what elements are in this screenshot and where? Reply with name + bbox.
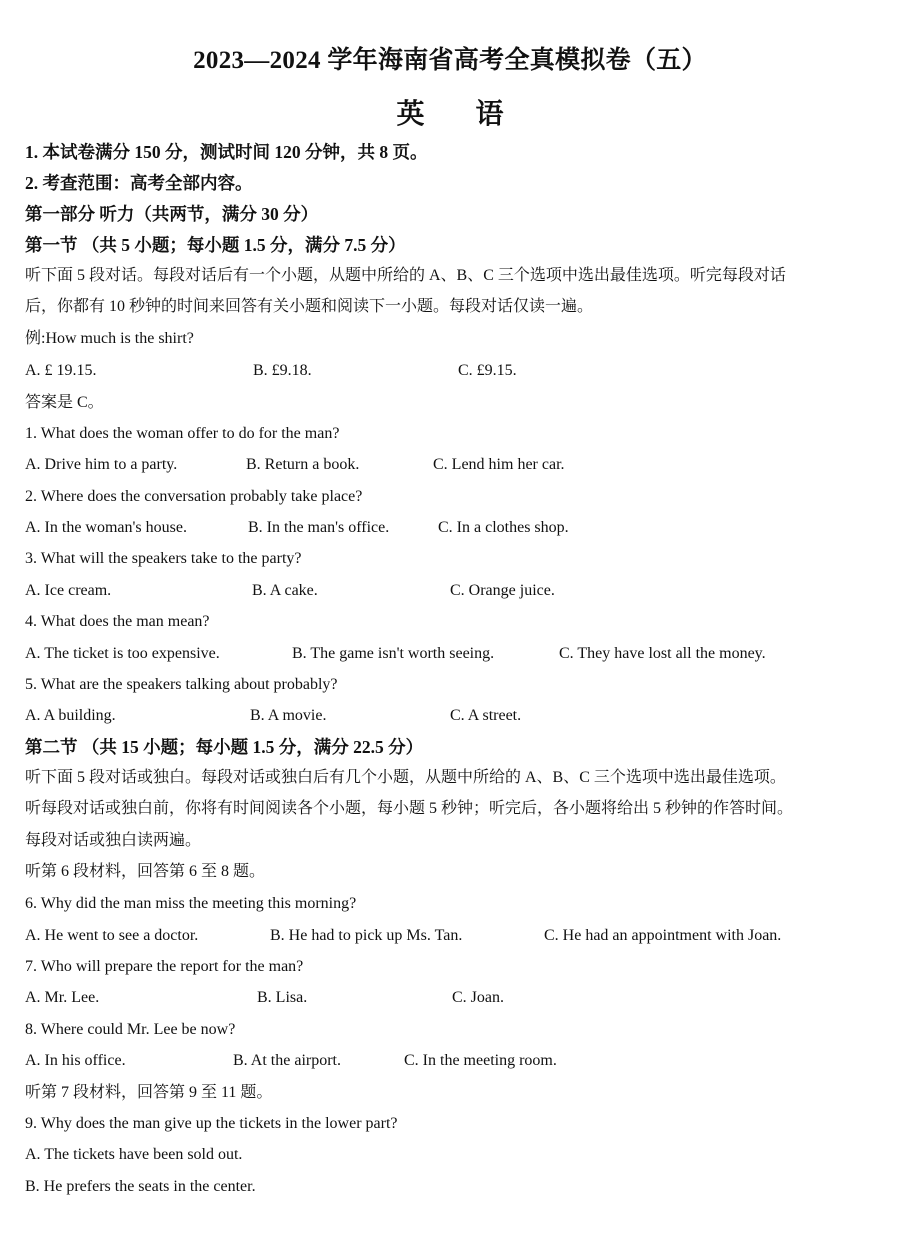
question-9: 9. Why does the man give up the tickets in the lower part? <box>25 1115 398 1132</box>
question-2: 2. Where does the conversation probably take place? <box>25 488 363 505</box>
material-7-label: 听第 7 段材料，回答第 9 至 11 题。 <box>25 1084 273 1101</box>
q5-option-c: C. A street. <box>450 707 522 724</box>
q9-option-b: B. He prefers the seats in the center. <box>25 1178 256 1195</box>
question-5: 5. What are the speakers talking about probably? <box>25 676 338 693</box>
q4-option-a: A. The ticket is too expensive. <box>25 645 220 662</box>
question-4: 4. What does the man mean? <box>25 613 210 630</box>
section2-instructions-line-3: 每段对话或独白读两遍。 <box>25 832 202 849</box>
q3-option-b: B. A cake. <box>252 582 318 599</box>
q3-option-a: A. Ice cream. <box>25 582 112 599</box>
section2-instructions-line-2: 听每段对话或独白前，你将有时间阅读各个小题，每小题 5 秒钟；听完后，各小题将给出 5 秒钟的作答时间。 <box>25 800 794 817</box>
q4-option-b: B. The game isn't worth seeing. <box>292 645 495 662</box>
q6-option-c: C. He had an appointment with Joan. <box>544 927 782 944</box>
q8-option-a: A. In his office. <box>25 1052 126 1069</box>
q8-option-c: C. In the meeting room. <box>404 1052 557 1069</box>
question-6: 6. Why did the man miss the meeting this morning? <box>25 895 357 912</box>
example-option-b: B. £9.18. <box>253 362 312 379</box>
section2-instructions-line-1: 听下面 5 段对话或独白。每段对话或独白后有几个小题，从题中所给的 A、B、C 三个选项中选出最佳选项。 <box>25 769 786 786</box>
q8-option-b: B. At the airport. <box>233 1052 341 1069</box>
subject-title: 英 语 <box>396 99 526 130</box>
question-1: 1. What does the woman offer to do for the man? <box>25 425 340 442</box>
q5-option-a: A. A building. <box>25 707 116 724</box>
section1-instructions-line-1: 听下面 5 段对话。每段对话后有一个小题，从题中所给的 A、B、C 三个选项中选出最佳选项。听完每段对话 <box>25 267 786 284</box>
example-question: 例:How much is the shirt? <box>25 330 194 347</box>
q9-option-a: A. The tickets have been sold out. <box>25 1146 243 1163</box>
question-8: 8. Where could Mr. Lee be now? <box>25 1021 236 1038</box>
q5-option-b: B. A movie. <box>250 707 327 724</box>
example-option-a: A. £ 19.15. <box>25 362 97 379</box>
q7-option-b: B. Lisa. <box>257 989 308 1006</box>
q6-option-a: A. He went to see a doctor. <box>25 927 199 944</box>
section1-instructions-line-2: 后，你都有 10 秒钟的时间来回答有关小题和阅读下一小题。每段对话仅读一遍。 <box>25 298 594 315</box>
example-option-c: C. £9.15. <box>458 362 517 379</box>
note-1: 1. 本试卷满分 150 分，测试时间 120 分钟，共 8 页。 <box>25 142 428 162</box>
q1-option-c: C. Lend him her car. <box>433 456 565 473</box>
example-answer: 答案是 C。 <box>25 394 104 411</box>
section1-heading: 第一节 （共 5 小题；每小题 1.5 分，满分 7.5 分） <box>25 235 406 255</box>
q7-option-a: A. Mr. Lee. <box>25 989 100 1006</box>
q3-option-c: C. Orange juice. <box>450 582 555 599</box>
note-2: 2. 考查范围：高考全部内容。 <box>25 173 253 193</box>
part1-heading: 第一部分 听力（共两节，满分 30 分） <box>25 204 319 224</box>
question-7: 7. Who will prepare the report for the man? <box>25 958 304 975</box>
material-6-label: 听第 6 段材料，回答第 6 至 8 题。 <box>25 863 266 880</box>
question-3: 3. What will the speakers take to the party? <box>25 550 302 567</box>
q2-option-b: B. In the man's office. <box>248 519 390 536</box>
exam-title: 2023—2024 学年海南省高考全真模拟卷（五） <box>193 47 707 74</box>
q1-option-b: B. Return a book. <box>246 456 360 473</box>
section2-heading: 第二节 （共 15 小题；每小题 1.5 分，满分 22.5 分） <box>25 737 424 757</box>
q2-option-a: A. In the woman's house. <box>25 519 187 536</box>
q1-option-a: A. Drive him to a party. <box>25 456 178 473</box>
q4-option-c: C. They have lost all the money. <box>559 645 766 662</box>
q6-option-b: B. He had to pick up Ms. Tan. <box>270 927 463 944</box>
q2-option-c: C. In a clothes shop. <box>438 519 569 536</box>
q7-option-c: C. Joan. <box>452 989 504 1006</box>
